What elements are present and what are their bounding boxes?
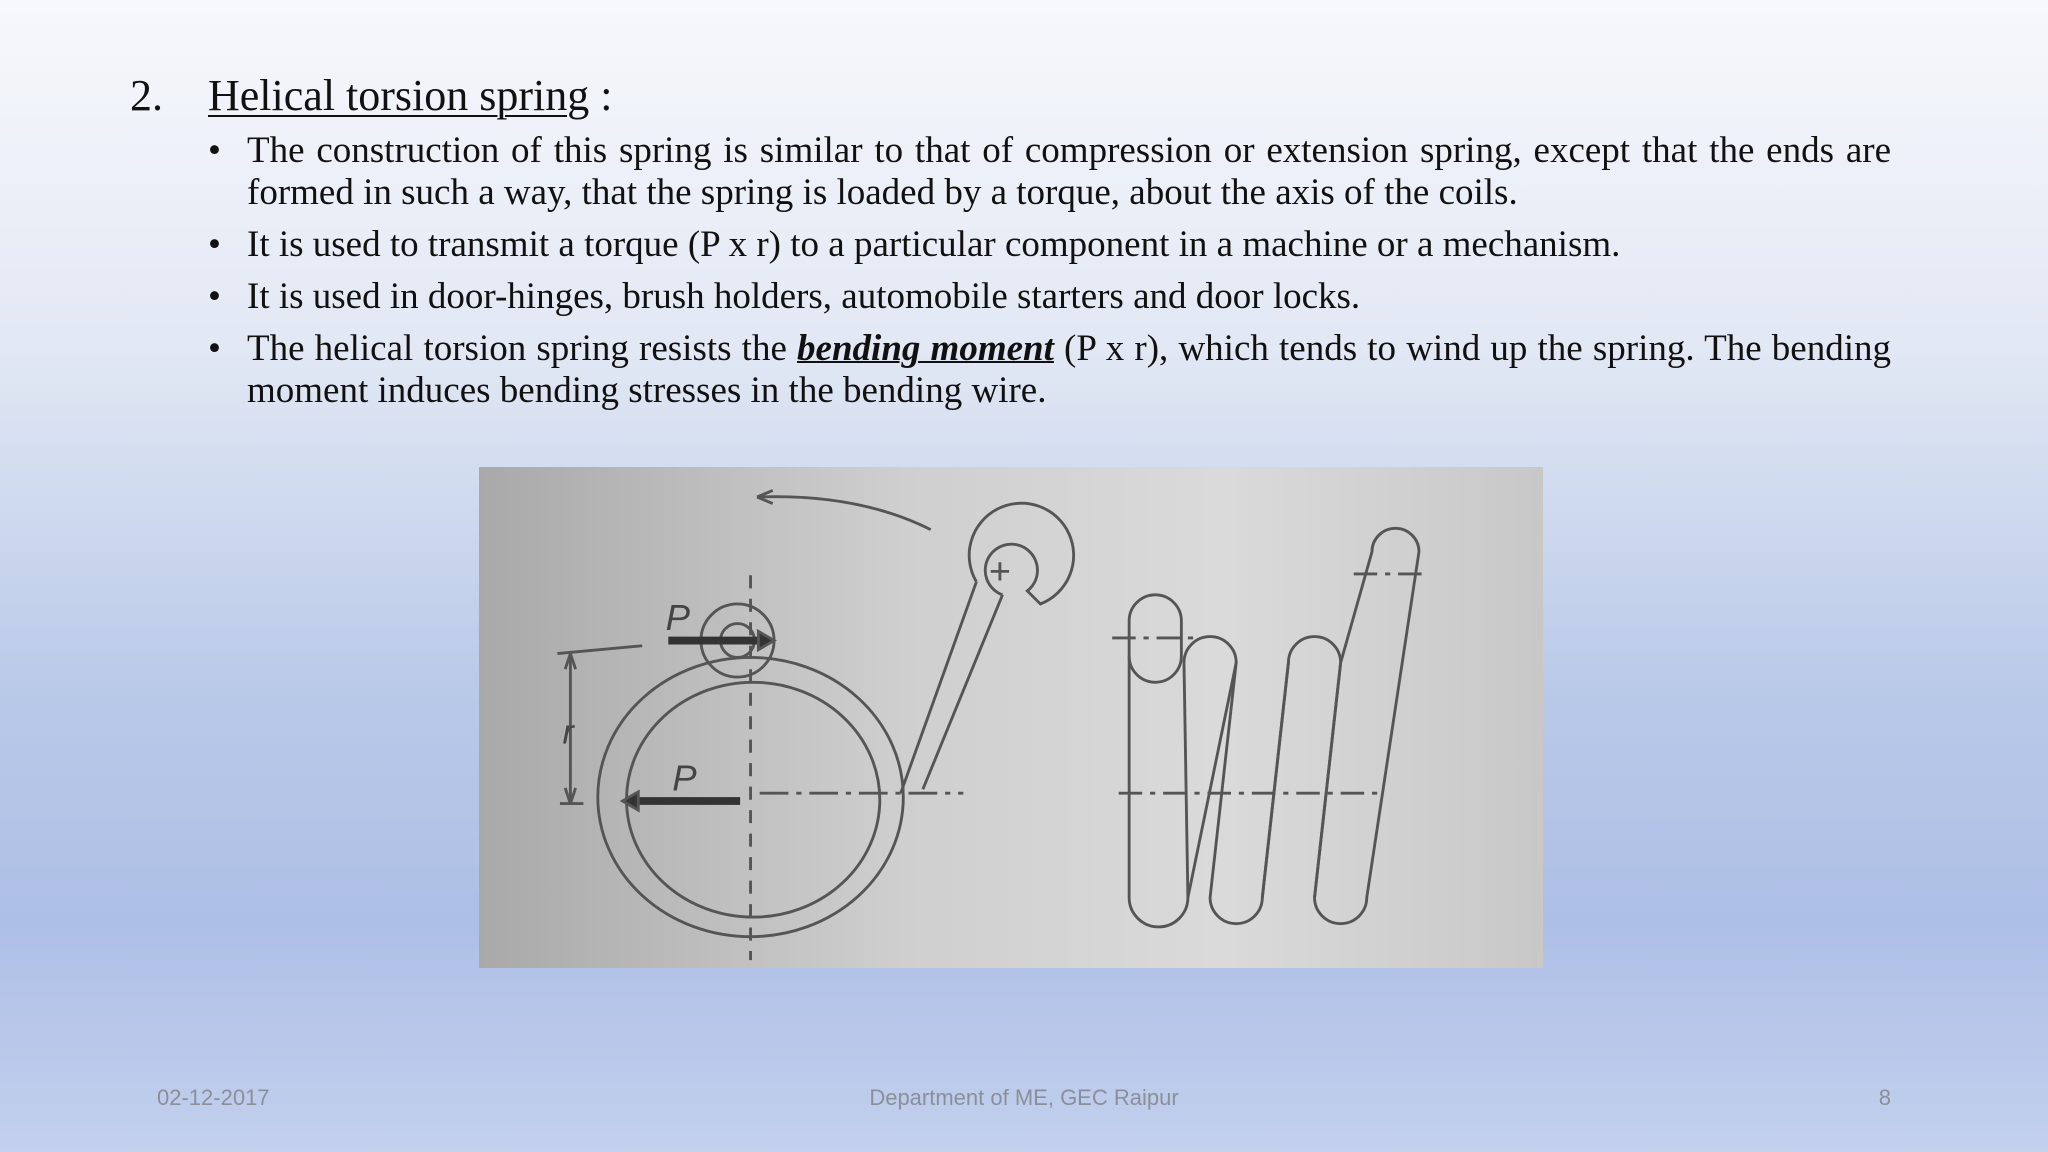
footer-date: 02-12-2017 [157, 1085, 270, 1110]
footer-department: Department of ME, GEC Raipur [869, 1085, 1179, 1110]
list-number: 2. [130, 71, 163, 120]
force-label-bottom: P [672, 757, 697, 799]
bullet-item: • The helical torsion spring resists the bending moment (P x r), which tends to wind up the spring. The bending moment induces bending stresses in the bending wire. [208, 328, 1891, 411]
bullet-item: • It is used to transmit a torque (P x r) to a particular component in a machine or a mechanism. [208, 224, 1621, 265]
bullet-item: • The construction of this spring is similar to that of compression or extension spring, except that the ends are formed in such a way, that the spring is loaded by a torque, about the axis of the coils. [208, 130, 1891, 213]
slide-heading: Helical torsion spring : [208, 71, 613, 120]
slide-number: 8 [1878, 1085, 1891, 1110]
torsion-spring-figure [479, 467, 1543, 968]
radius-label: r [562, 713, 574, 752]
force-label-top: P [665, 597, 691, 639]
bullet-item: • It is used in door-hinges, brush holders, automobile starters and door locks. [208, 276, 1361, 317]
bullet-list [208, 130, 1891, 422]
spring-diagram [479, 467, 1543, 968]
